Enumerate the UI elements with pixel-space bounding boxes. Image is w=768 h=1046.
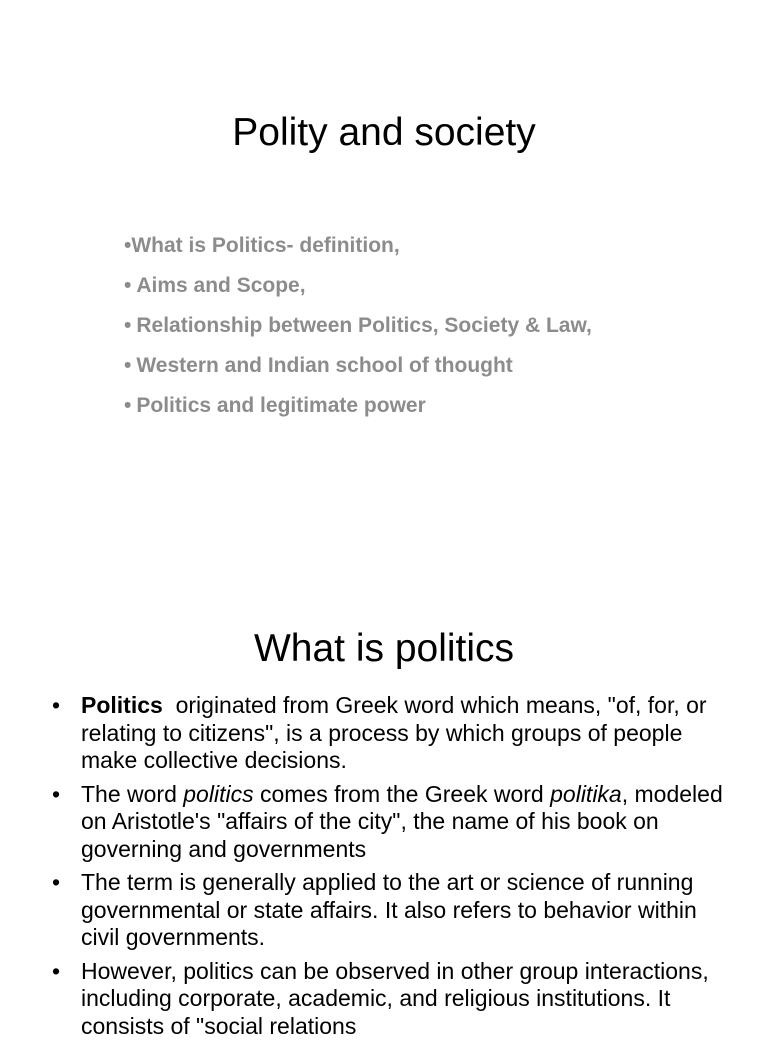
slide-title: Polity and society: [232, 111, 536, 154]
bullet-text: The word: [81, 780, 184, 807]
bullet-text: The term is generally applied to the art or science of running governmental or state affairs. It also refers to behavior within civil governments.: [81, 869, 697, 950]
bullet-list: [52, 692, 732, 1046]
bullet-glyph: •: [52, 869, 61, 895]
bullet-glyph: •: [52, 957, 61, 984]
bullet-text: However, politics can be observed in other group interactions, including corporate, academic, and religious institutions. It consists of "social relations: [81, 957, 709, 1039]
bullet-glyph: •: [52, 692, 61, 718]
topic-text: Western and Indian school of thought: [136, 354, 513, 377]
slide-title: What is politics: [253, 627, 515, 670]
topic-text: What is Politics- definition,: [131, 234, 400, 257]
bullet-text: , modeled on Aristotle's "affairs of the city", the name of his book on governing and governments: [81, 780, 723, 862]
italic-term: politika: [550, 780, 622, 807]
topic-item: [124, 268, 592, 308]
bullet-item: [52, 781, 732, 864]
topic-list: [124, 228, 592, 428]
topic-item: [124, 348, 592, 388]
bullet-item: [52, 958, 732, 1041]
topic-item: [124, 388, 592, 428]
bullet-glyph: •: [124, 314, 132, 337]
bullet-glyph: •: [124, 274, 132, 297]
bullet-glyph: •: [124, 354, 132, 377]
bullet-item: [52, 869, 732, 952]
bullet-item: [52, 692, 732, 775]
bullet-glyph: •: [124, 394, 132, 417]
italic-term: politics: [183, 780, 254, 807]
topic-text: Politics and legitimate power: [136, 394, 426, 417]
slide-what-is-politics: [0, 576, 768, 1039]
topic-text: Relationship between Politics, Society & Law,: [136, 314, 592, 337]
topic-text: Aims and Scope,: [136, 274, 306, 297]
topic-item: [124, 228, 592, 268]
topic-item: [124, 308, 592, 348]
bullet-text: originated from Greek word which means, "of, for, or relating to citizens", is a process by which groups of people make collective decisions.: [81, 692, 713, 773]
bold-term: Politics: [81, 692, 163, 718]
bullet-glyph: •: [124, 234, 132, 257]
bullet-text: comes from the Greek word: [253, 780, 551, 807]
bullet-glyph: •: [52, 780, 61, 807]
